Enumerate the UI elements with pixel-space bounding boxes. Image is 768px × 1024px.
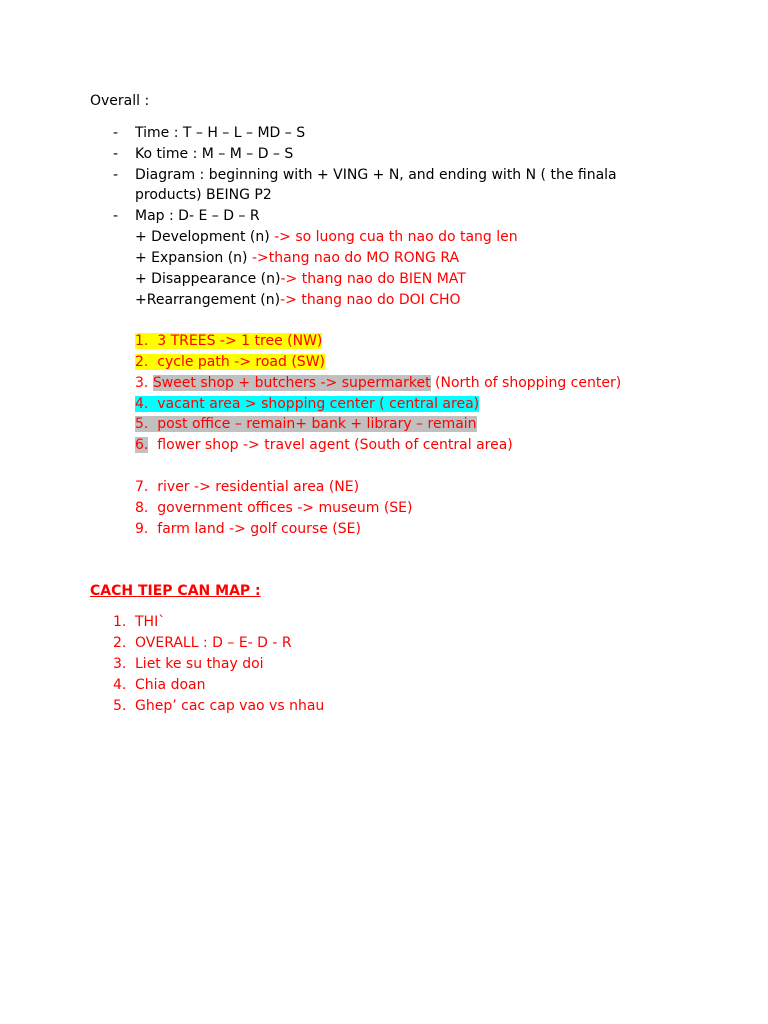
item-highlight	[135, 416, 477, 432]
overall-label: Overall :	[90, 93, 150, 109]
step-text: THI`	[135, 614, 166, 630]
list-item	[135, 415, 477, 433]
item-number: 5.	[135, 416, 149, 432]
item-extra: (North of shopping center)	[430, 375, 622, 391]
note-term: + Development (n)	[135, 229, 275, 245]
item-highlight	[135, 396, 479, 412]
bullet-text: Diagram : beginning with + VING + N, and ending with N ( the finala	[135, 167, 617, 183]
bullet-dash: -	[113, 125, 119, 141]
step-text: OVERALL : D – E- D - R	[135, 635, 292, 651]
note-meaning: ->thang nao do MO RONG RA	[251, 250, 460, 266]
item-text: vacant area > shopping center ( central area)	[157, 396, 480, 412]
item-number: 8.	[135, 500, 149, 516]
item-number: 3.	[135, 375, 149, 391]
map-note	[135, 291, 461, 309]
step-number: 2.	[113, 635, 127, 651]
step-text: Liet ke su thay doi	[135, 656, 264, 672]
item-number: 9.	[135, 521, 149, 537]
list-item	[135, 478, 359, 496]
item-text: flower shop -> travel agent (South of central area)	[157, 437, 513, 453]
list-item	[135, 436, 513, 454]
item-number: 7.	[135, 479, 149, 495]
map-note	[135, 249, 459, 267]
list-item	[135, 353, 325, 371]
bullet-dash: -	[113, 208, 119, 224]
item-number: 4.	[135, 396, 149, 412]
step-number: 4.	[113, 677, 127, 693]
list-item	[135, 499, 413, 517]
step-item	[113, 676, 206, 694]
bullet-dash: -	[113, 167, 119, 183]
list-item	[135, 520, 361, 538]
list-item	[135, 374, 621, 392]
map-note	[135, 270, 466, 288]
bullet-text: Ko time : M – M – D – S	[135, 146, 294, 162]
item-number: 2.	[135, 354, 149, 370]
list-item	[135, 332, 322, 350]
note-meaning: -> thang nao do BIEN MAT	[280, 271, 466, 287]
bullet-text: Time : T – H – L – MD – S	[135, 125, 306, 141]
step-item	[113, 613, 166, 631]
map-note	[135, 228, 518, 246]
item-text: 3 TREES -> 1 tree (NW)	[157, 333, 323, 349]
bullet-dash: -	[113, 146, 119, 162]
item-highlight	[135, 354, 325, 370]
bullet-text: Map : D- E – D – R	[135, 208, 260, 224]
item-text: Sweet shop + butchers -> supermarket	[152, 375, 431, 391]
note-meaning: -> so luong cua th nao do tang len	[274, 229, 518, 245]
list-item	[135, 395, 479, 413]
step-item	[113, 697, 325, 715]
item-text: cycle path -> road (SW)	[157, 354, 325, 370]
step-text: Ghep’ cac cap vao vs nhau	[135, 698, 325, 714]
step-number: 5.	[113, 698, 127, 714]
step-number: 3.	[113, 656, 127, 672]
step-text: Chia doan	[135, 677, 206, 693]
note-meaning: -> thang nao do DOI CHO	[280, 292, 461, 308]
note-term: + Disappearance (n)	[135, 271, 281, 287]
item-highlight	[135, 333, 322, 349]
step-number: 1.	[113, 614, 127, 630]
item-number: 1.	[135, 333, 149, 349]
item-text: post office – remain+ bank + library – remain	[157, 416, 477, 432]
item-text: river -> residential area (NE)	[157, 479, 360, 495]
note-term: +Rearrangement (n)	[135, 292, 281, 308]
note-term: + Expansion (n)	[135, 250, 252, 266]
approach-heading: CACH TIEP CAN MAP :	[90, 583, 261, 599]
item-number: 6.	[135, 437, 149, 453]
step-item	[113, 634, 292, 652]
step-item	[113, 655, 264, 673]
item-text: government offices -> museum (SE)	[157, 500, 413, 516]
bullet-continuation: products) BEING P2	[135, 187, 272, 203]
item-text: farm land -> golf course (SE)	[157, 521, 361, 537]
